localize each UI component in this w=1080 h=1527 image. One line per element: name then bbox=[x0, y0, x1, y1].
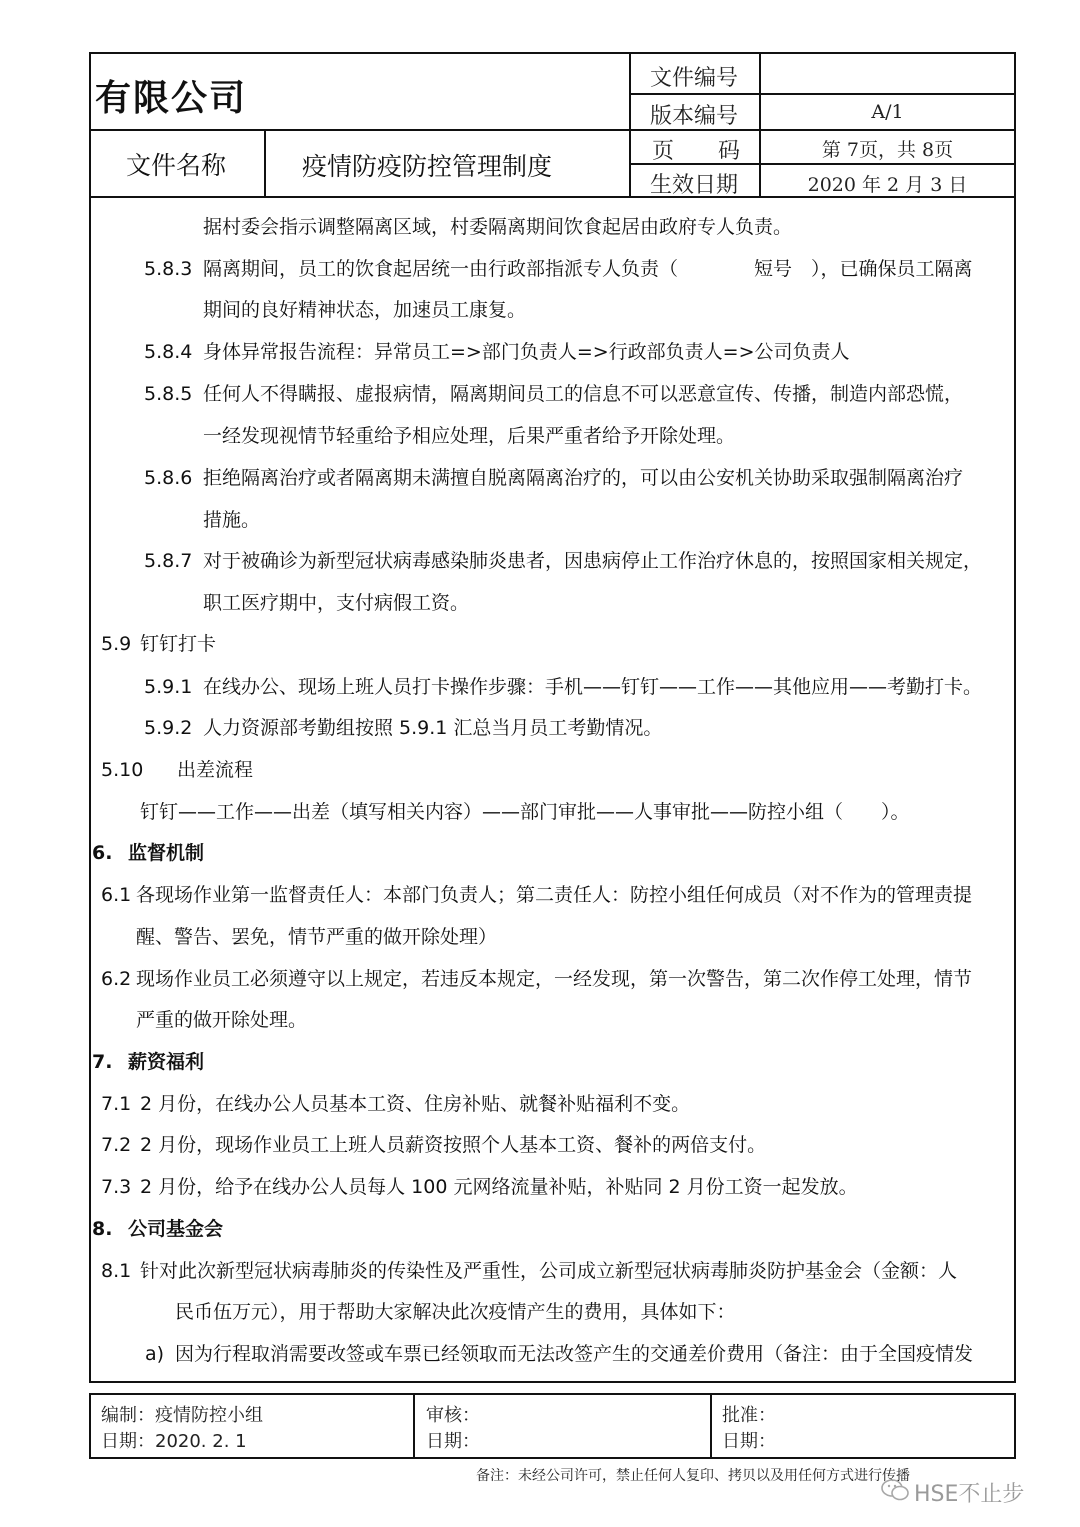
clause-number: 5.8.3 bbox=[144, 258, 193, 280]
copyright-note: 备注：未经公司许可，禁止任何人复印、拷贝以及用任何方式进行传播 bbox=[476, 1468, 910, 1484]
section-number: 8.1 bbox=[101, 1260, 132, 1282]
review-label: 审核： bbox=[426, 1405, 480, 1426]
paragraph-line: 2 月份，现场作业员工上班人员薪资按照个人基本工资、餐补的两倍支付。 bbox=[140, 1134, 767, 1156]
review-date: 日期： bbox=[426, 1431, 480, 1452]
chapter-title: 薪资福利 bbox=[128, 1051, 205, 1073]
signature-divider bbox=[710, 1393, 712, 1459]
clause-number: 5.8.7 bbox=[144, 550, 193, 572]
paragraph-line: 醒、警告、罢免，情节严重的做开除处理） bbox=[136, 926, 498, 948]
header-line bbox=[89, 129, 1016, 131]
clause-number: 5.8.4 bbox=[144, 341, 193, 363]
wechat-icon bbox=[880, 1477, 910, 1507]
header-divider bbox=[264, 129, 266, 197]
list-marker: a) bbox=[145, 1343, 165, 1365]
clause-number: 5.8.6 bbox=[144, 467, 193, 489]
paragraph-line: 针对此次新型冠状病毒肺炎的传染性及严重性，公司成立新型冠状病毒肺炎防护基金会（金额：人 bbox=[140, 1260, 958, 1282]
clause-number: 5.8.5 bbox=[144, 383, 193, 405]
watermark-text: HSE不止步 bbox=[914, 1482, 1025, 1507]
effective-date-value: 2020 年 2 月 3 日 bbox=[807, 174, 968, 196]
paragraph-line: 一经发现视情节轻重给予相应处理，后果严重者给予开除处理。 bbox=[203, 425, 736, 447]
editor-date: 日期：2020. 2. 1 bbox=[101, 1431, 247, 1452]
paragraph-line: 2 月份，在线办公人员基本工资、住房补贴、就餐补贴福利不变。 bbox=[140, 1093, 691, 1115]
section-number: 7.2 bbox=[101, 1134, 132, 1156]
section-number: 6.1 bbox=[101, 884, 132, 906]
paragraph-line: 各现场作业第一监督责任人：本部门负责人；第二责任人：防控小组任何成员（对不作为的管理责提 bbox=[136, 884, 973, 906]
paragraph-line: 措施。 bbox=[203, 509, 261, 531]
paragraph-line: 身体异常报告流程：异常员工=>部门负责人=>行政部负责人=>公司负责人 bbox=[203, 341, 850, 363]
paragraph-line: 民币伍万元），用于帮助大家解决此次疫情产生的费用，具体如下： bbox=[175, 1301, 736, 1323]
version-value: A/1 bbox=[871, 101, 904, 123]
effective-date-label: 生效日期 bbox=[650, 173, 739, 198]
paragraph-line: 因为行程取消需要改签或车票已经领取而无法改签产生的交通差价费用（备注：由于全国疫情发 bbox=[175, 1343, 974, 1365]
chapter-title: 公司基金会 bbox=[128, 1218, 224, 1240]
header-divider bbox=[629, 52, 631, 197]
paragraph-line: 隔离期间，员工的饮食起居统一由行政部指派专人负责（ 短号 ），已确保员工隔离 bbox=[203, 258, 973, 280]
section-title: 钉钉打卡 bbox=[140, 633, 217, 655]
clause-number: 5.9.2 bbox=[144, 717, 193, 739]
header-line bbox=[629, 93, 1016, 95]
paragraph-line: 对于被确诊为新型冠状病毒感染肺炎患者，因患病停止工作治疗休息的，按照国家相关规定， bbox=[203, 550, 983, 572]
section-title: 出差流程 bbox=[177, 759, 254, 781]
paragraph-line: 职工医疗期中，支付病假工资。 bbox=[203, 592, 470, 614]
clause-number: 5.9.1 bbox=[144, 676, 193, 698]
section-number: 7.3 bbox=[101, 1176, 132, 1198]
paragraph-line: 任何人不得瞒报、虚报病情，隔离期间员工的信息不可以恶意宣传、传播，制造内部恐慌， bbox=[203, 383, 964, 405]
doc-name-value: 疫情防疫防控管理制度 bbox=[302, 152, 553, 181]
chapter-number: 7. bbox=[92, 1051, 113, 1073]
approve-date: 日期： bbox=[722, 1431, 776, 1452]
chapter-title: 监督机制 bbox=[128, 842, 205, 864]
paragraph-line: 现场作业员工必须遵守以上规定，若违反本规定，一经发现，第一次警告，第二次作停工处理，情节 bbox=[136, 968, 973, 990]
paragraph-line: 人力资源部考勤组按照 5.9.1 汇总当月员工考勤情况。 bbox=[203, 717, 663, 739]
paragraph-line: 严重的做开除处理。 bbox=[136, 1009, 308, 1031]
paragraph-line: 2 月份，给予在线办公人员每人 100 元网络流量补贴，补贴同 2 月份工资一起发放。 bbox=[140, 1176, 858, 1198]
editor-label: 编制：疫情防控小组 bbox=[101, 1405, 263, 1426]
doc-no-label: 文件编号 bbox=[650, 66, 739, 91]
paragraph-line: 期间的良好精神状态，加速员工康复。 bbox=[203, 299, 527, 321]
page-value: 第 7页，共 8页 bbox=[821, 139, 954, 161]
approve-label: 批准： bbox=[722, 1405, 776, 1426]
page-label: 页 码 bbox=[652, 139, 741, 164]
chapter-number: 6. bbox=[92, 842, 113, 864]
section-number: 5.9 bbox=[101, 633, 132, 655]
paragraph-line: 拒绝隔离治疗或者隔离期未满擅自脱离隔离治疗的，可以由公安机关协助采取强制隔离治疗 bbox=[203, 467, 964, 489]
paragraph-line: 钉钉——工作——出差（填写相关内容）——部门审批——人事审批——防控小组（ ）。 bbox=[140, 801, 910, 823]
paragraph-line: 据村委会指示调整隔离区域，村委隔离期间饮食起居由政府专人负责。 bbox=[203, 216, 793, 238]
version-label: 版本编号 bbox=[650, 104, 739, 129]
chapter-number: 8. bbox=[92, 1218, 113, 1240]
company-name: 有限公司 bbox=[95, 78, 248, 119]
paragraph-line: 在线办公、现场上班人员打卡操作步骤：手机——钉钉——工作——其他应用——考勤打卡。 bbox=[203, 676, 983, 698]
doc-name-label: 文件名称 bbox=[126, 151, 227, 180]
signature-divider bbox=[413, 1393, 415, 1459]
section-number: 5.10 bbox=[101, 759, 144, 781]
section-number: 6.2 bbox=[101, 968, 132, 990]
section-number: 7.1 bbox=[101, 1093, 132, 1115]
